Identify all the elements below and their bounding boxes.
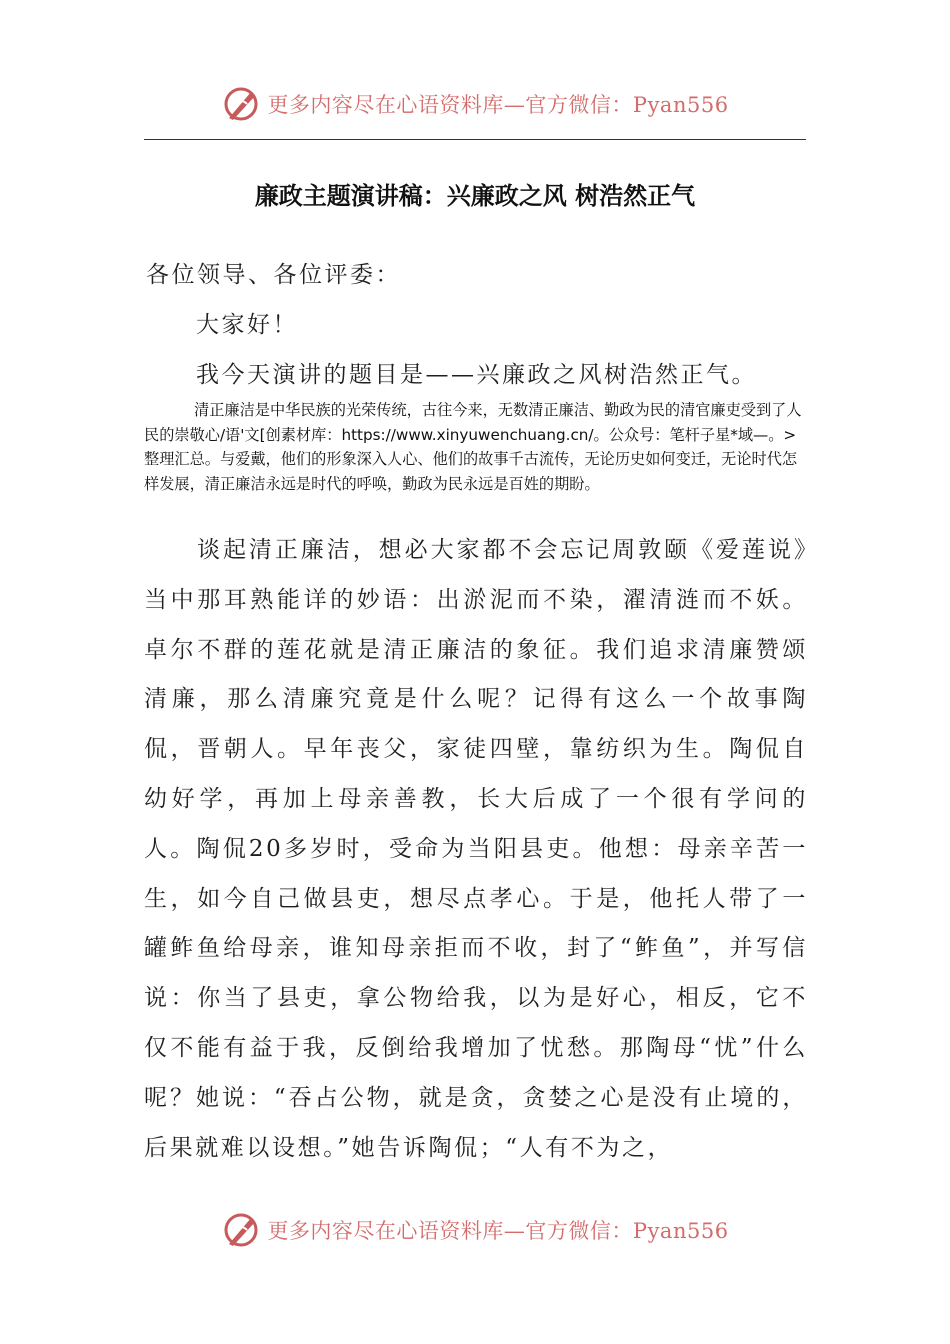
page-title: 廉政主题演讲稿：兴廉政之风 树浩然正气 bbox=[254, 181, 696, 210]
pen-logo-icon bbox=[221, 84, 261, 124]
greeting-line: 各位领导、各位评委： bbox=[146, 262, 401, 288]
footer-banner bbox=[0, 1208, 950, 1252]
header-divider bbox=[144, 139, 806, 140]
header-banner-text: 更多内容尽在心语资料库—官方微信：Pyan556 bbox=[267, 93, 729, 117]
topic-line: 我今天演讲的题目是——兴廉政之风树浩然正气。 bbox=[196, 362, 757, 388]
body-paragraph: 谈起清正廉洁，想必大家都不会忘记周敦颐《爱莲说》当中那耳熟能详的妙语：出淤泥而不染，濯清涟而不妖。卓尔不群的莲花就是清正廉洁的象征。我们追求清廉赞颂清廉，那么清廉究竟是什么呢？记得有这么一个故事陶侃，晋朝人。早年丧父，家徒四壁，靠纺织为生。陶侃自幼好学，再加上母亲善教，长大后成了一个很有学问的人。陶侃20多岁时，受命为当阳县吏。他想：母亲辛苦一生，如今自己做县吏，想尽点孝心。于是，他托人带了一罐鲊鱼给母亲，谁知母亲拒而不收，封了“鲊鱼”，并写信说：你当了县吏，拿公物给我，以为是好心，相反，它不仅不能有益于我，反倒给我增加了忧愁。那陶母“忧”什么呢？她说：“吞占公物，就是贪，贪婪之心是没有止境的，后果就难以设想。”她告诉陶侃；“人有不为之， bbox=[144, 537, 808, 1161]
header-banner bbox=[0, 82, 950, 126]
pen-logo-icon bbox=[221, 1210, 261, 1250]
footer-banner-text: 更多内容尽在心语资料库—官方微信：Pyan556 bbox=[267, 1219, 729, 1243]
hello-line: 大家好！ bbox=[196, 312, 298, 338]
intro-paragraph: 清正廉洁是中华民族的光荣传统，古往今来，无数清正廉洁、勤政为民的清官廉吏受到了人民的崇敬心/语'文[创素材库：https://www.xinyuwenchuang.cn/。公众号：笔杆子星*域—。>整理汇总。与爱戴，他们的形象深入人心、他们的故事千古流传，无论历史如何变迁，无论时代怎样发展，清正廉洁永远是时代的呼唤，勤政为民永远是百姓的期盼。 bbox=[144, 401, 802, 493]
